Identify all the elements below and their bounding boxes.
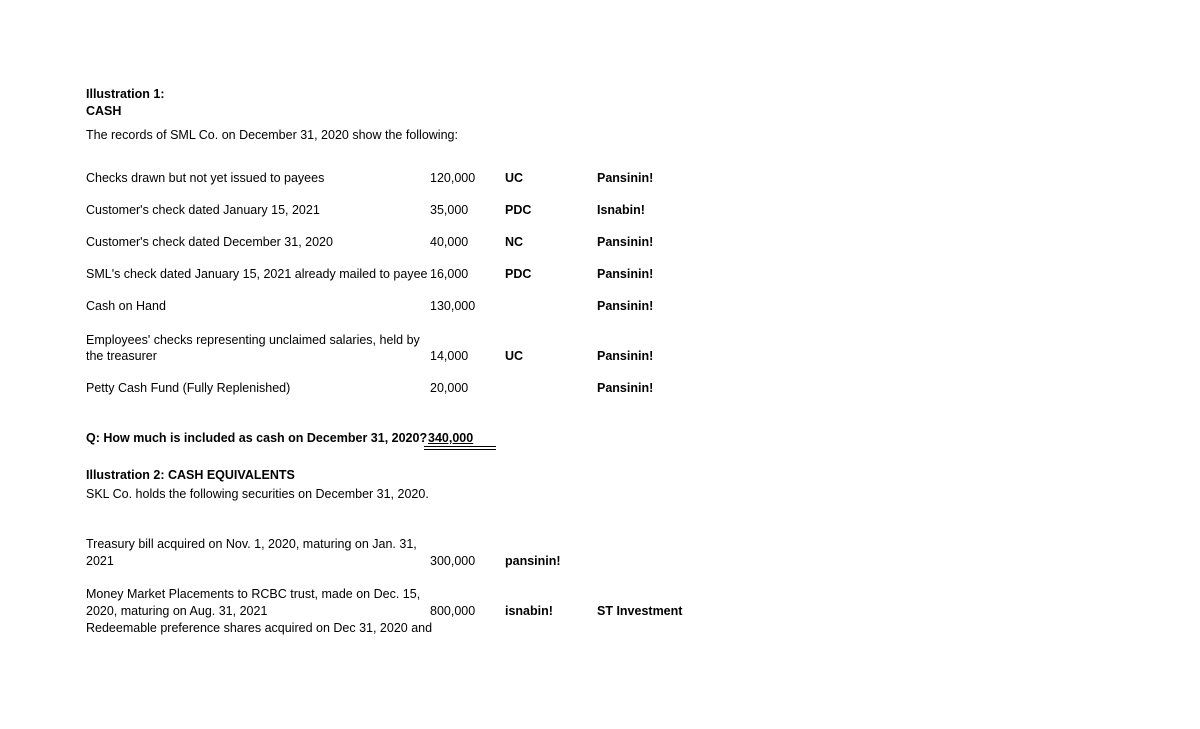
- i2-row-1-description-line-2: 2021: [86, 554, 114, 568]
- illustration-1-intro: The records of SML Co. on December 31, 2020 show the following:: [86, 128, 458, 142]
- row-3-remark: Pansinin!: [597, 235, 654, 249]
- row-2-code: PDC: [505, 203, 532, 217]
- total-amount: 340,000: [428, 431, 474, 445]
- row-2-description: Customer's check dated January 15, 2021: [86, 203, 320, 217]
- row-7-remark: Pansinin!: [597, 381, 654, 395]
- i2-row-1-description-line-1: Treasury bill acquired on Nov. 1, 2020, maturing on Jan. 31,: [86, 537, 417, 551]
- row-1-amount: 120,000: [430, 171, 476, 185]
- i2-row-2-description-line-2: 2020, maturing on Aug. 31, 2021: [86, 604, 268, 618]
- row-4-code: PDC: [505, 267, 532, 281]
- total-double-underline-2: [424, 449, 496, 450]
- row-4-description: SML's check dated January 15, 2021 already mailed to payee: [86, 267, 428, 281]
- question: Q: How much is included as cash on December 31, 2020?: [86, 431, 428, 445]
- illustration-2-title: Illustration 2: CASH EQUIVALENTS: [86, 468, 295, 482]
- i2-row-2-remark: ST Investment: [597, 604, 683, 618]
- i2-row-2-description-line-1: Money Market Placements to RCBC trust, made on Dec. 15,: [86, 587, 421, 601]
- illustration-1-title: Illustration 1:: [86, 87, 165, 101]
- row-5-amount: 130,000: [430, 299, 476, 313]
- i2-row-1-code: pansinin!: [505, 554, 561, 568]
- row-6-remark: Pansinin!: [597, 349, 654, 363]
- row-1-code: UC: [505, 171, 524, 185]
- row-2-remark: Isnabin!: [597, 203, 645, 217]
- total-double-underline-1: [424, 446, 496, 447]
- row-7-description: Petty Cash Fund (Fully Replenished): [86, 381, 291, 395]
- illustration-1-subtitle: CASH: [86, 104, 122, 118]
- row-6-description-line-2: the treasurer: [86, 349, 157, 363]
- row-4-remark: Pansinin!: [597, 267, 654, 281]
- row-6-code: UC: [505, 349, 524, 363]
- i2-row-1-amount: 300,000: [430, 554, 476, 568]
- row-7-amount: 20,000: [430, 381, 469, 395]
- row-5-description: Cash on Hand: [86, 299, 166, 313]
- i2-row-2-code: isnabin!: [505, 604, 553, 618]
- i2-row-2-amount: 800,000: [430, 604, 476, 618]
- row-5-remark: Pansinin!: [597, 299, 654, 313]
- row-1-remark: Pansinin!: [597, 171, 654, 185]
- row-3-amount: 40,000: [430, 235, 469, 249]
- row-3-description: Customer's check dated December 31, 2020: [86, 235, 333, 249]
- row-6-description-line-1: Employees' checks representing unclaimed salaries, held by: [86, 333, 420, 347]
- row-6-amount: 14,000: [430, 349, 469, 363]
- illustration-2-intro: SKL Co. holds the following securities on December 31, 2020.: [86, 487, 429, 501]
- row-1-description: Checks drawn but not yet issued to payees: [86, 171, 325, 185]
- row-4-amount: 16,000: [430, 267, 469, 281]
- row-2-amount: 35,000: [430, 203, 469, 217]
- row-3-code: NC: [505, 235, 524, 249]
- i2-row-3-description-line-1: Redeemable preference shares acquired on Dec 31, 2020 and: [86, 621, 433, 635]
